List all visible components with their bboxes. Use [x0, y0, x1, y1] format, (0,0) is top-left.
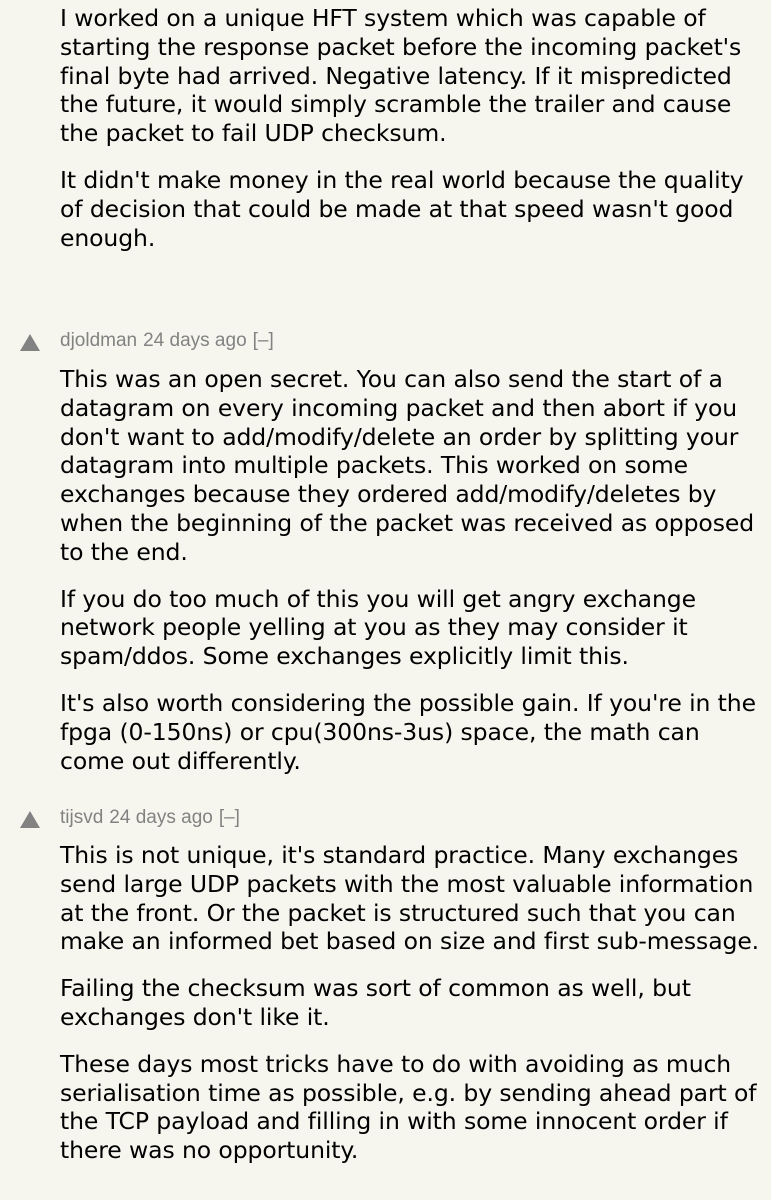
comment-paragraph: Failing the checksum was sort of common as well, but exchanges don't like it. [60, 974, 691, 1031]
comment-header [20, 804, 240, 832]
comment-body [60, 4, 760, 270]
collapse-toggle[interactable]: [–] [252, 330, 274, 351]
comment-paragraph: I worked on a unique HFT system which was capable of starting the response packet before the incoming packet's final byte had arrived. Negative latency. If it mispredicted the future, it would simply scramble the trailer and cause the packet to fail UDP checksum. [60, 4, 742, 148]
upvote-arrow-icon[interactable] [20, 811, 40, 828]
comment-paragraph: It's also worth considering the possible gain. If you're in the fpga (0-150ns) or cpu(300ns-3us) space, the math can come out differently. [60, 688, 756, 775]
comment-paragraph: This was an open secret. You can also send the start of a datagram on every incoming packet and then abort if you don't want to add/modify/delete an order by splitting your datagram into multiple packets. This worked on some exchanges because they ordered add/modify/deletes by when the beginning of the packet was received as opposed to the end. [60, 365, 755, 566]
comment-age-link[interactable]: 24 days ago [143, 330, 247, 351]
comment-paragraph: This is not unique, it's standard practice. Many exchanges send large UDP packets with the most valuable information at the front. Or the packet is structured such that you can make an informed bet based on size and first sub-message. [60, 841, 760, 956]
comment-age-link[interactable]: 24 days ago [109, 807, 213, 828]
comment-body [60, 841, 760, 1183]
comment-paragraph: If you do too much of this you will get angry exchange network people yelling at you as they may consider it spam/ddos. Some exchanges explicitly limit this. [60, 584, 696, 671]
comment-header [20, 327, 274, 355]
upvote-arrow-icon[interactable] [20, 334, 40, 351]
comment-author-link[interactable]: tijsvd [60, 807, 104, 828]
comment-author-link[interactable]: djoldman [60, 330, 138, 351]
comment-body [60, 365, 760, 793]
comment-paragraph: These days most tricks have to do with avoiding as much serialisation time as possible, e.g. by sending ahead part of the TCP payload and filling in with some innocent order if there was no opportunity. [60, 1049, 757, 1165]
collapse-toggle[interactable]: [–] [218, 807, 240, 828]
comment-paragraph: It didn't make money in the real world because the quality of decision that could be made at that speed wasn't good enough. [60, 165, 744, 252]
